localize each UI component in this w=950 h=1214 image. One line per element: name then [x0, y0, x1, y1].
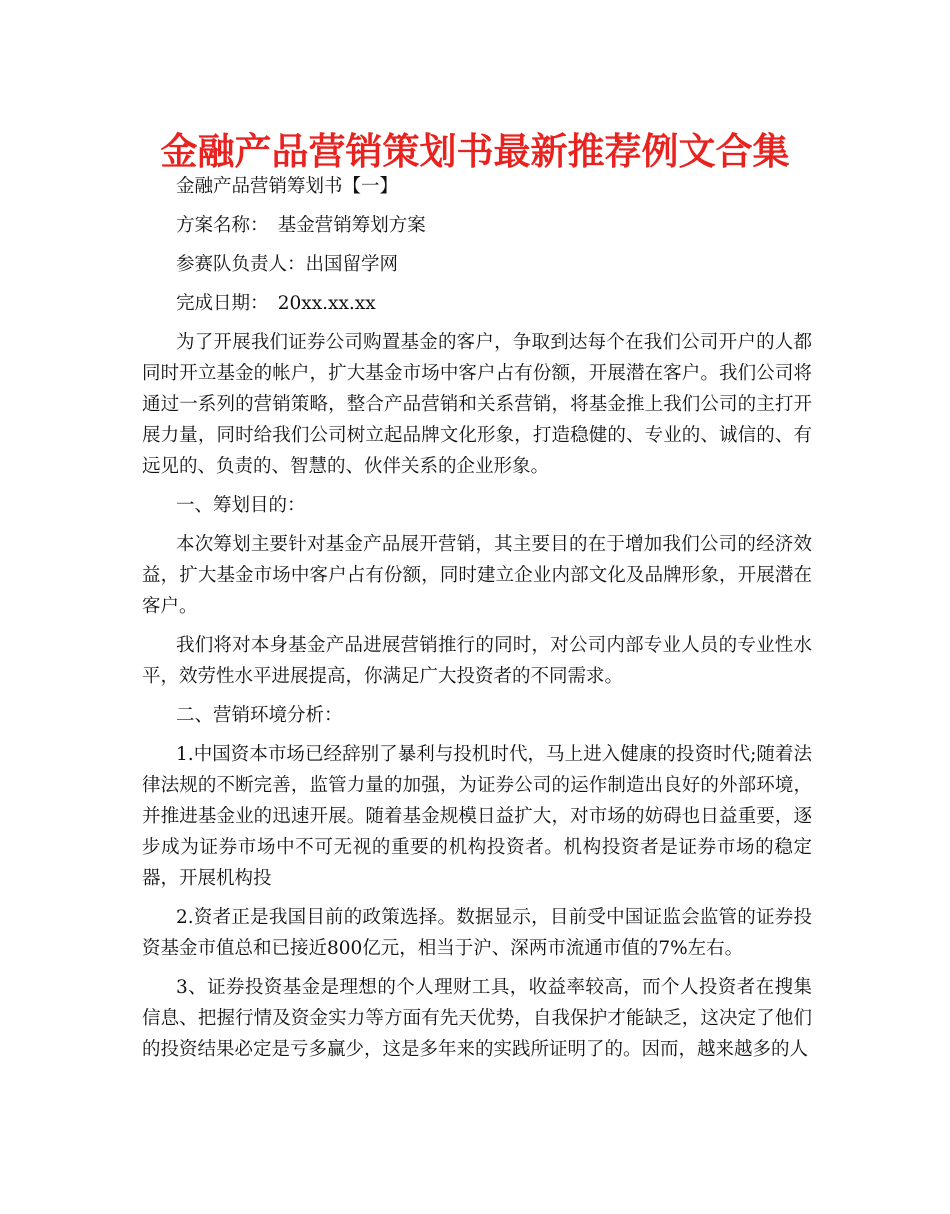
environment-paragraph-three: 3、证券投资基金是理想的个人理财工具，收益率较高，而个人投资者在搜集信息、把握行情及资金实力等方面有先天优势，自我保护才能缺乏，这决定了他们的投资结果必定是亏多赢少，这是多年来的实践所证明了的。因而，越来越多的人 [142, 977, 812, 1060]
document-body [142, 171, 812, 1073]
completion-date-line: 完成日期： 20xx.xx.xx [176, 293, 376, 314]
team-leader-line: 参赛队负责人：出国留学网 [176, 254, 399, 275]
section-heading-one: 金融产品营销筹划书【一】 [176, 176, 399, 197]
plan-name-line: 方案名称： 基金营销筹划方案 [176, 215, 426, 236]
intro-paragraph: 为了开展我们证券公司购置基金的客户，争取到达每个在我们公司开户的人都同时开立基金的帐户，扩大基金市场中客户占有份额，开展潜在客户。我们公司将通过一系列的营销策略，整合产品营销和关系营销，将基金推上我们公司的主打开展力量，同时给我们公司树立起品牌文化形象，打造稳健的、专业的、诚信的、有远见的、负责的、智慧的、伙伴关系的企业形象。 [142, 332, 812, 477]
environment-paragraph-one: 1.中国资本市场已经辞别了暴利与投机时代，马上进入健康的投资时代;随着法律法规的不断完善，监管力量的加强，为证券公司的运作制造出良好的外部环境，并推进基金业的迅速开展。随着基金规模日益扩大，对市场的妨碍也日益重要，逐步成为证券市场中不可无视的重要的机构投资者。机构投资者是证券市场的稳定器，开展机构投 [142, 744, 812, 889]
purpose-paragraph: 本次筹划主要针对基金产品展开营销，其主要目的在于增加我们公司的经济效益，扩大基金市场中客户占有份额，同时建立企业内部文化及品牌形象，开展潜在客户。 [142, 534, 812, 617]
environment-paragraph-two: 2.资者正是我国目前的政策选择。数据显示，目前受中国证监会监管的证券投资基金市值总和已接近800亿元，相当于沪、深两市流通市值的7%左右。 [142, 907, 812, 959]
section-heading-purpose: 一、筹划目的： [176, 495, 306, 516]
purpose-paragraph-two: 我们将对本身基金产品进展营销推行的同时，对公司内部专业人员的专业性水平，效劳性水平进展提高，你满足广大投资者的不同需求。 [142, 635, 812, 687]
section-heading-environment: 二、营销环境分析： [176, 705, 343, 726]
document-title: 金融产品营销策划书最新推荐例文合集 [160, 130, 790, 173]
